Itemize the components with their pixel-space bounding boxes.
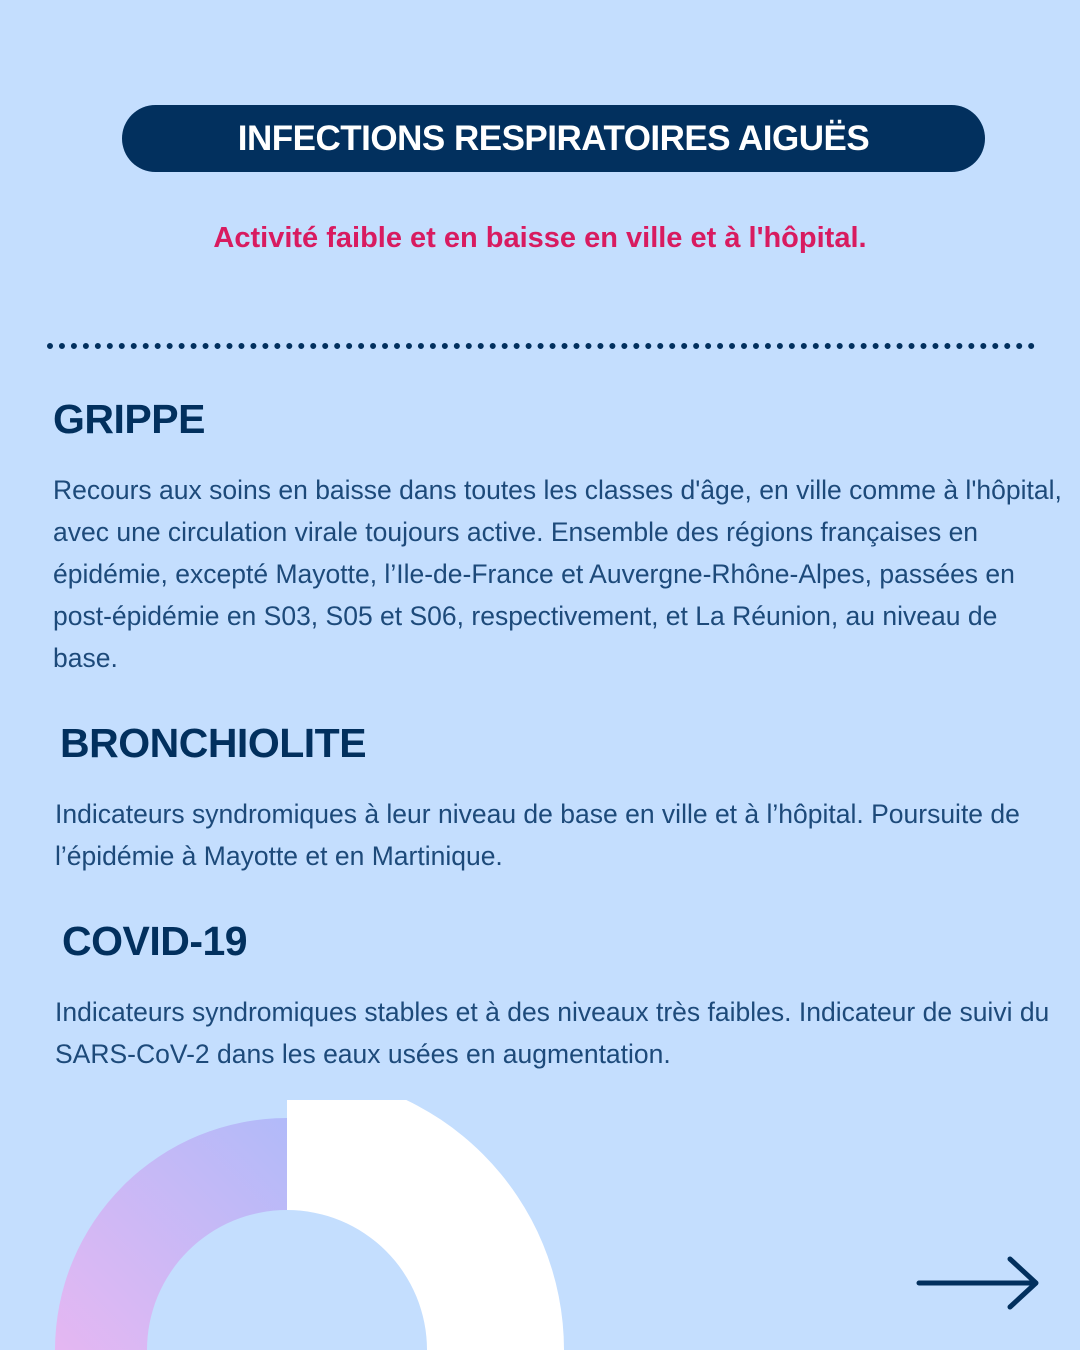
section-body-covid: Indicateurs syndromiques stables et à des niveaux très faibles. Indicateur de suivi du SARS-CoV-2 dans les eaux usées en augmentation. [55,997,1050,1069]
section-title-covid: COVID-19 [62,918,248,964]
page-subtitle: Activité faible et en baisse en ville et à l'hôpital. [213,222,867,254]
white-arc [287,1100,564,1350]
dotted-divider [47,343,1035,349]
section-body-grippe: Recours aux soins en baisse dans toutes les classes d'âge, en ville comme à l'hôpital, avec une circulation virale toujours active. Ensemble des régions françaises en épidémie, excepté Mayotte, l’Ile-de-France et Auvergne-Rhône-Alpes, passées en post-épidémie en S03, S05 et S06, respectivement, et La Réunion, au niveau de base. [53,475,1062,673]
arrow-right-icon[interactable] [915,1255,1045,1315]
page-title: INFECTIONS RESPIRATOIRES AIGUËS [237,118,870,158]
decorative-arcs [0,1100,620,1350]
gradient-arc [55,1118,287,1350]
section-title-bronchiolite: BRONCHIOLITE [60,720,367,766]
section-body-bronchiolite: Indicateurs syndromiques à leur niveau de base en ville et à l’hôpital. Poursuite de l’épidémie à Mayotte et en Martinique. [55,799,1020,871]
header-pill [122,105,985,172]
section-title-grippe: GRIPPE [53,396,205,442]
